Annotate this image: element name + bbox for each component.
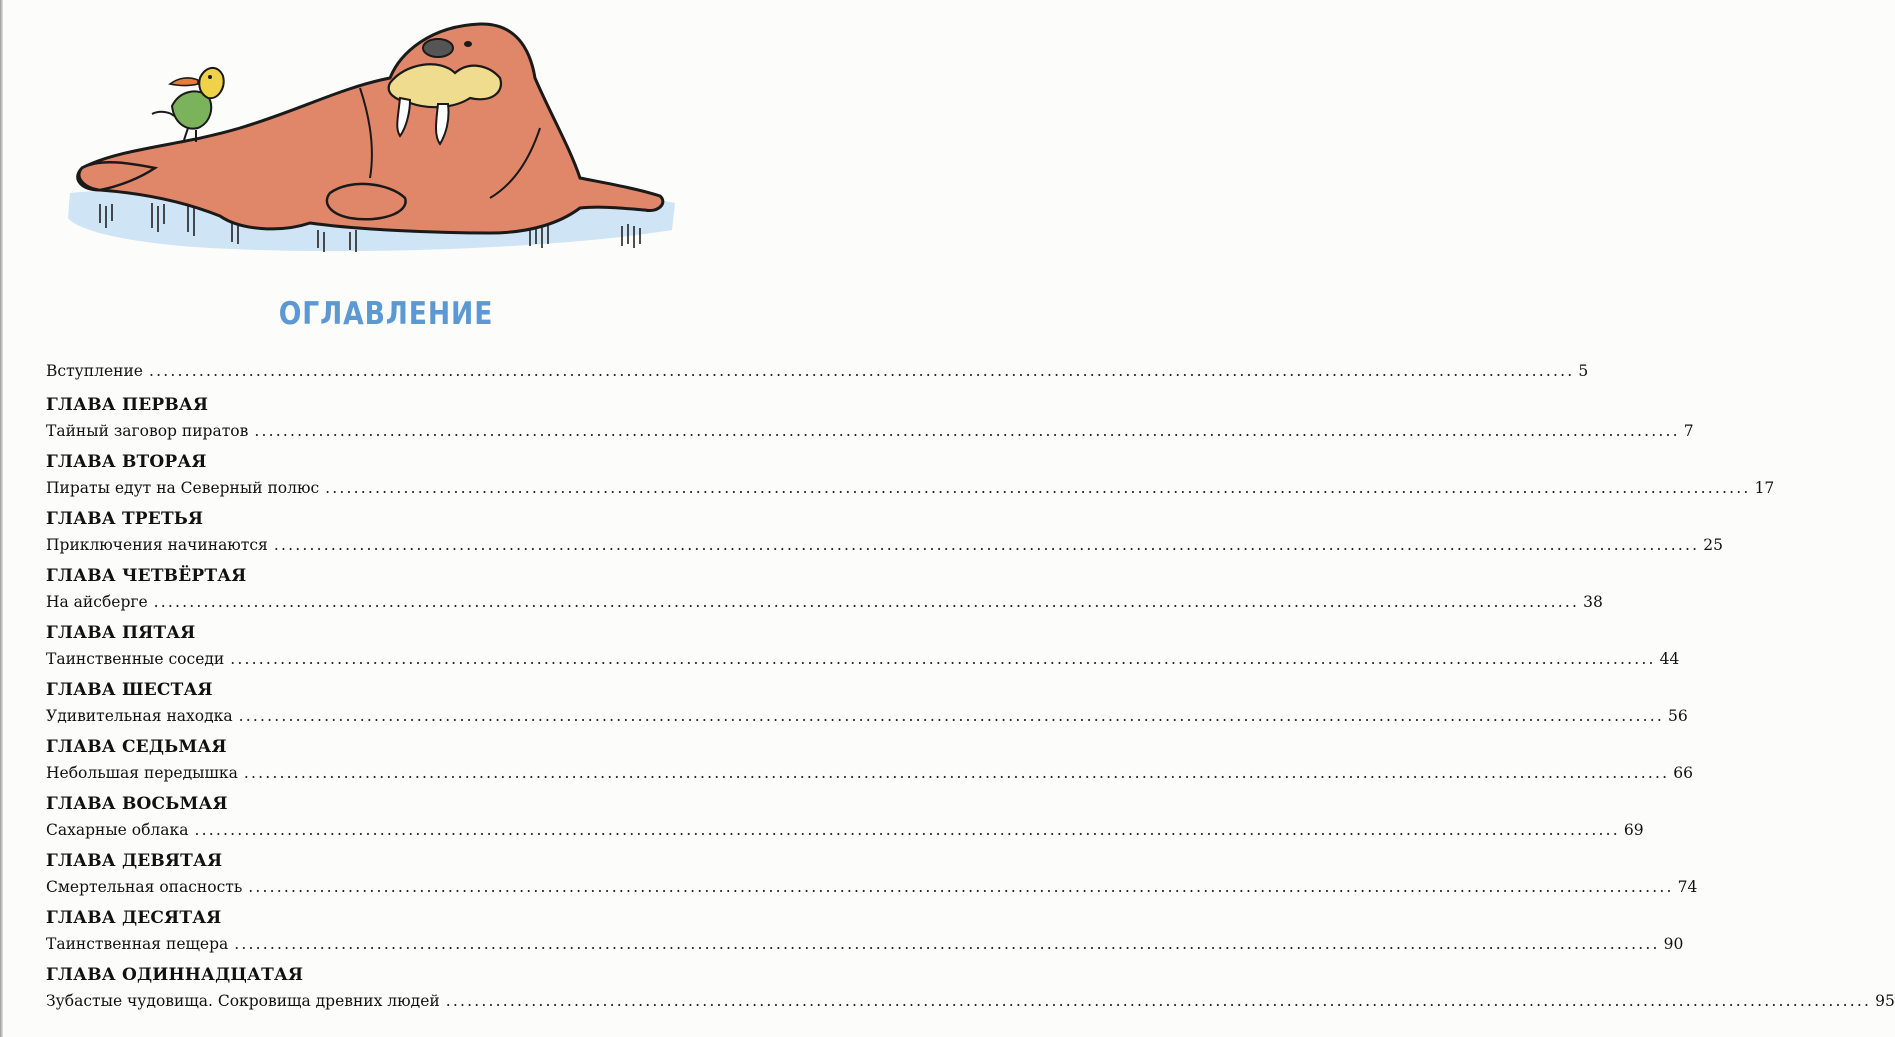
page-edge <box>0 0 3 1037</box>
table-of-contents <box>46 358 1895 1020</box>
walrus-flipper <box>327 184 406 219</box>
chapter-heading: ГЛАВА ДЕСЯТАЯ <box>46 908 222 928</box>
dot-leader: ........................................................................................................................................................................................................ <box>273 536 1700 554</box>
toc-entry[interactable] <box>46 760 1693 787</box>
page-number: 44 <box>1659 650 1680 668</box>
toc-entry[interactable] <box>46 931 1684 958</box>
dot-leader: ........................................................................................................................................................................................................ <box>325 479 1751 497</box>
toc-entry[interactable] <box>46 988 1895 1015</box>
toc-entry[interactable] <box>46 589 1603 616</box>
toc-chapter-1 <box>46 393 1694 450</box>
bird-figure <box>152 68 224 142</box>
chapter-heading: ГЛАВА ПЯТАЯ <box>46 623 196 643</box>
toc-entry[interactable] <box>46 532 1723 559</box>
chapter-heading: ГЛАВА ШЕСТАЯ <box>46 680 213 700</box>
entry-title: Тайный заговор пиратов <box>46 422 249 440</box>
dot-leader: ........................................................................................................................................................................................................ <box>194 821 1620 839</box>
toc-chapter-3 <box>46 507 1723 564</box>
entry-title: На айсберге <box>46 593 148 611</box>
page-number: 7 <box>1683 422 1694 440</box>
page-number: 25 <box>1703 536 1723 554</box>
walrus-and-bird-illustration <box>60 18 680 263</box>
toc-entry[interactable] <box>46 358 1589 385</box>
dot-leader: ........................................................................................................................................................................................................ <box>238 707 1664 725</box>
chapter-heading: ГЛАВА ЧЕТВЁРТАЯ <box>46 566 247 586</box>
toc-chapter-10 <box>46 906 1684 963</box>
toc-entry[interactable] <box>46 874 1698 901</box>
dot-leader: ........................................................................................................................................................................................................ <box>254 422 1680 440</box>
entry-title: Удивительная находка <box>46 707 233 725</box>
page-number: 56 <box>1667 707 1688 725</box>
dot-leader: ........................................................................................................................................................................................................ <box>243 764 1670 782</box>
chapter-heading: ГЛАВА ТРЕТЬЯ <box>46 509 204 529</box>
chapter-heading: ГЛАВА ОДИННАДЦАТАЯ <box>46 965 304 985</box>
page-number: 5 <box>1578 362 1589 380</box>
toc-entry[interactable] <box>46 646 1680 673</box>
entry-title: Пираты едут на Северный полюс <box>46 479 320 497</box>
page-number: 69 <box>1623 821 1644 839</box>
entry-title: Небольшая передышка <box>46 764 238 782</box>
toc-entry[interactable] <box>46 418 1694 445</box>
toc-intro <box>46 358 1589 393</box>
dot-leader: ........................................................................................................................................................................................................ <box>148 362 1575 380</box>
toc-entry[interactable] <box>46 703 1688 730</box>
dot-leader: ........................................................................................................................................................................................................ <box>248 878 1674 896</box>
toc-chapter-2 <box>46 450 1775 507</box>
chapter-heading: ГЛАВА ПЕРВАЯ <box>46 395 209 415</box>
chapter-heading: ГЛАВА ВОСЬМАЯ <box>46 794 228 814</box>
dot-leader: ........................................................................................................................................................................................................ <box>230 650 1656 668</box>
toc-chapter-6 <box>46 678 1688 735</box>
toc-chapter-11 <box>46 963 1895 1020</box>
toc-chapter-4 <box>46 564 1603 621</box>
entry-title: Таинственная пещера <box>46 935 229 953</box>
entry-title: Приключения начинаются <box>46 536 268 554</box>
dot-leader: ........................................................................................................................................................................................................ <box>445 992 1872 1010</box>
toc-chapter-5 <box>46 621 1680 678</box>
chapter-heading: ГЛАВА СЕДЬМАЯ <box>46 737 227 757</box>
chapter-heading: ГЛАВА ВТОРАЯ <box>46 452 207 472</box>
toc-chapter-7 <box>46 735 1693 792</box>
page-number: 17 <box>1754 479 1775 497</box>
entry-title: Смертельная опасность <box>46 878 243 896</box>
toc-entry[interactable] <box>46 817 1644 844</box>
walrus-nose <box>423 39 453 57</box>
toc-entry[interactable] <box>46 475 1775 502</box>
toc-chapter-9 <box>46 849 1698 906</box>
entry-title: Таинственные соседи <box>46 650 225 668</box>
entry-title: Сахарные облака <box>46 821 189 839</box>
chapter-heading: ГЛАВА ДЕВЯТАЯ <box>46 851 223 871</box>
entry-title: Зубастые чудовища. Сокровища древних людей <box>46 992 440 1010</box>
page-number: 66 <box>1673 764 1693 782</box>
page-number: 95 <box>1875 992 1895 1010</box>
page-number: 38 <box>1583 593 1603 611</box>
dot-leader: ........................................................................................................................................................................................................ <box>153 593 1580 611</box>
table-of-contents-title: ОГЛАВЛЕНИЕ <box>278 296 494 332</box>
page-number: 90 <box>1663 935 1684 953</box>
toc-chapter-8 <box>46 792 1644 849</box>
entry-title: Вступление <box>46 362 143 380</box>
dot-leader: ........................................................................................................................................................................................................ <box>234 935 1660 953</box>
page-number: 74 <box>1677 878 1698 896</box>
